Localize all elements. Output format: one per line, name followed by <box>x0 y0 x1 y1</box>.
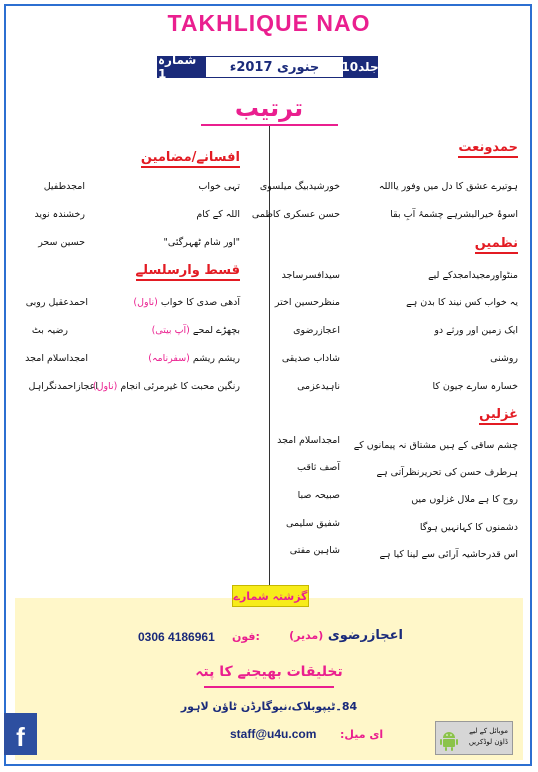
afsane-heading-text: افسانے/مضامین <box>141 150 240 168</box>
email-label: ای میل: <box>340 728 384 741</box>
ghazal-author: آصف ثاقب <box>297 462 340 473</box>
issue-date: جنوری 2017ء <box>206 57 343 77</box>
ghazal-author: شفیق سلیمی <box>286 518 340 529</box>
nazm-author: سیدافسرساجد <box>281 270 340 281</box>
ghazal-title[interactable]: ہرطرف حسن کی تحریرنظرآتی ہے <box>376 467 518 478</box>
ghazal-title[interactable]: روح کا ہے ملال غزلوں میں <box>411 494 518 505</box>
editor-role: (مدیر) <box>289 629 324 642</box>
qist-title: ریشم ریشم <box>192 353 240 364</box>
android-caption-line-2: ڈاؤن لوڈکریں <box>468 738 508 746</box>
send-heading: تخلیقات بھیجنے کا پتہ <box>195 664 343 680</box>
nazm-title[interactable]: خسارہ سارے جیون کا <box>432 381 518 392</box>
qist-author: رضیہ بٹ <box>31 325 68 336</box>
issue-number: شمارہ 1 <box>158 57 206 77</box>
nazm-title[interactable]: روشنی <box>490 353 518 364</box>
qist-author: احمدعقیل روبی <box>25 297 88 308</box>
hamd-heading: حمدونعت <box>458 140 518 158</box>
qist-genre-tag: (ناول) <box>133 297 158 308</box>
issue-info-bar <box>157 53 379 81</box>
email-address[interactable]: staff@u4u.com <box>230 727 317 741</box>
qist-item[interactable] <box>148 353 240 364</box>
qist-title: آدھی صدی کا خواب <box>160 297 240 308</box>
afsana-author: حسین سحر <box>38 237 85 248</box>
hamd-author: خورشیدبیگ میلسوی <box>259 181 340 192</box>
nazmein-heading: نظمیں <box>475 236 518 254</box>
ghazal-author: امجداسلام امجد <box>277 435 340 446</box>
hamd-author: حسن عسکری کاظمی <box>251 209 340 220</box>
qist-heading <box>136 263 240 278</box>
nazm-author: اعجازرضوی <box>293 325 340 336</box>
volume-number: جلد10 <box>343 57 377 77</box>
qist-genre-tag: (ناول) <box>92 381 118 392</box>
qist-title: بچھڑے لمحے <box>192 325 240 336</box>
qist-heading-text: قسط وارسلسلے <box>136 263 240 281</box>
nazm-title[interactable]: منٹواورمجیدامجدکے لیے <box>428 270 518 281</box>
editor-name: اعجازرضوی <box>327 628 403 643</box>
afsana-title[interactable]: تہی خواب <box>198 181 240 192</box>
ghazal-title[interactable]: دشمنوں کا کہانہیں ہوگا <box>419 522 518 533</box>
android-icon <box>440 729 458 751</box>
qist-title: رنگین محبت کا غیرمرئی انجام <box>120 381 240 392</box>
editor-line <box>289 628 403 643</box>
nazm-title[interactable]: یہ خواب کس نیند کا بدن ہے <box>406 297 518 308</box>
past-issues-button[interactable]: گزشتہ شمارے <box>232 585 309 607</box>
phone-label: فون: <box>232 630 260 643</box>
android-caption-line-1: موبائل کے لیے <box>469 727 508 735</box>
facebook-icon[interactable]: f <box>4 713 37 755</box>
android-caption <box>469 726 508 748</box>
android-download-badge[interactable] <box>435 721 513 755</box>
send-heading-underline <box>204 686 334 688</box>
ghazlein-heading: غزلیں <box>479 407 518 425</box>
afsana-author: رخشندہ نوید <box>34 209 85 220</box>
qist-genre-tag: (آپ بیتی) <box>151 325 190 336</box>
hamd-title[interactable]: اسوۂ خیرالبشرہے چشمۂ آبِ بقا <box>390 209 518 220</box>
contents-heading: ترتیب <box>234 94 304 122</box>
qist-author: امجداسلام امجد <box>25 353 88 364</box>
phone-number[interactable]: 0306 4186961 <box>138 630 215 644</box>
qist-item[interactable] <box>152 325 240 336</box>
hamd-title[interactable]: ہوتیرے عشق کا دل میں وفور یااللہ <box>378 181 518 192</box>
afsana-title[interactable]: "اور شام ٹھہرگئی" <box>163 237 240 248</box>
qist-item[interactable] <box>93 381 240 392</box>
qist-genre-tag: (سفرنامہ) <box>148 353 190 364</box>
nazm-author: منظرحسین اختر <box>274 297 340 308</box>
ghazal-author: صبیحہ صبا <box>297 490 340 501</box>
nazm-author: ناہیدعزمی <box>297 381 340 392</box>
column-divider <box>269 126 270 586</box>
ghazal-title[interactable]: اس قدرحاشیہ آرائی سے لینا کیا ہے <box>379 549 518 560</box>
qist-item[interactable] <box>133 297 240 308</box>
afsana-title[interactable]: اللہ کے کام <box>196 209 240 220</box>
qist-author: اعجازاحمدنگراہل <box>28 381 98 392</box>
afsane-heading <box>141 150 240 165</box>
nazm-author: شاداب صدیقی <box>281 353 340 364</box>
ghazal-title[interactable]: چشم ساقی کے ہیں مشتاق نہ پیمانوں کے <box>353 440 518 451</box>
nazm-title[interactable]: ایک زمین اور ورثے دو <box>434 325 518 336</box>
ghazal-author: شاہین مفتی <box>289 545 340 556</box>
postal-address: 84۔ٹیپوبلاک،نیوگارڈن ٹاؤن لاہور <box>180 700 358 713</box>
afsana-author: امجدطفیل <box>43 181 85 192</box>
magazine-title: TAKHLIQUE NAO <box>167 10 371 36</box>
